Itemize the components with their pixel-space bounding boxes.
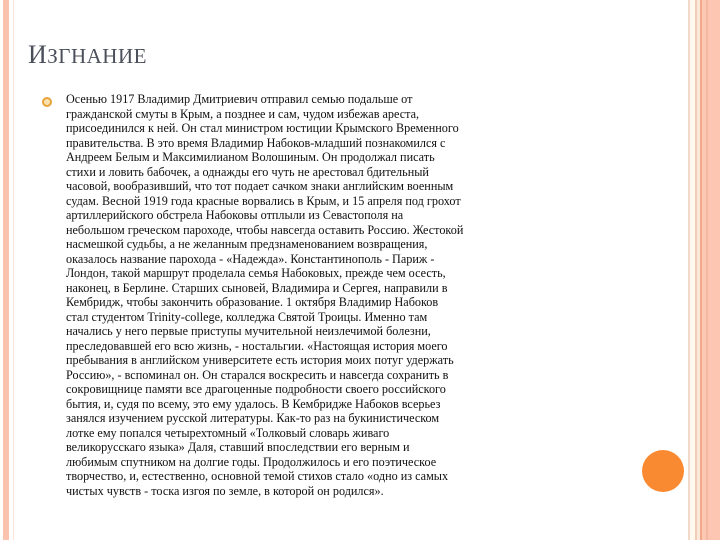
body-line: стихи и ловить бабочек, а однажды его чуть не арестовал бдительный [66, 164, 429, 179]
body-line: пребывания в английском университете есть история моих потуг удержать [66, 353, 454, 367]
body-line: присоединился к ней. Он стал министром юстиции Крымского Временного [66, 121, 459, 135]
title-rest: ЗГНАНИЕ [47, 44, 147, 68]
bullet-icon [42, 97, 52, 107]
body-line: чистых чувств - тоска изгоя по земле, в которой он родился». [66, 483, 384, 498]
body-line: любимым спутником на долгие годы. Продолжилось и его поэтическое [66, 454, 437, 469]
body-line: Лондон, такой маршрут проделала семья Набоковых, прежде чем осесть, [66, 266, 446, 280]
body-line: сокровищнице памяти все драгоценные подробности своего российского [66, 382, 446, 396]
body-line: творчество, и, естественно, основной темой стихов стало «одно из самых [66, 469, 449, 483]
title-initial: И [28, 40, 48, 69]
body-line: артиллерийского обстрела Набоковы отплыли из Севастополя на [66, 208, 404, 222]
left-border-stripe [3, 0, 9, 540]
right-border-stripes [688, 0, 720, 540]
body-line: лотке ему попался четырехтомный «Толковый словарь живаго [66, 425, 390, 440]
body-line: насмешкой судьбы, а не желанным предзнаменованием возвращения, [66, 237, 428, 251]
body-line: преследовавшей его всю жизнь, - ностальгии. «Настоящая история моего [66, 338, 448, 353]
body-line: занялся изучением русской литературы. Как-то раз на букинистическом [66, 411, 440, 425]
decorative-orange-circle [642, 450, 684, 492]
body-line: часовой, вообразивший, что тот подает сачком знаки английским военным [66, 179, 454, 193]
left-border-line [13, 0, 14, 540]
body-line: наконец, в Берлине. Старших сыновей, Владимира и Сергея, направили в [66, 280, 448, 295]
body-line: стал студентом Trinity-college, колледжа Святой Троицы. Именно там [66, 309, 428, 324]
slide-body-text [66, 92, 463, 498]
slide-title [28, 40, 147, 70]
body-line: Кембридж, чтобы закончить образование. 1 октября Владимир Набоков [66, 295, 439, 309]
body-line: правительства. В это время Владимир Набоков-младший познакомился с [66, 135, 446, 150]
body-line: Россию», - вспоминал он. Он старался воскресить и навсегда сохранить в [66, 367, 449, 382]
body-line: судам. Весной 1919 года красные ворвались в Крым, и 15 апреля под грохот [66, 193, 461, 208]
body-line: Андреем Белым и Максимилианом Волошиным. Он продолжал писать [66, 150, 435, 164]
body-line: гражданской смуты в Крым, а позднее и сам, чудом избежав ареста, [66, 106, 420, 121]
body-line: оказалось название парохода - «Надежда». Константинополь - Париж - [66, 251, 435, 266]
body-line: великорусскаго языка» Даля, ставший впоследствии его верным и [66, 440, 410, 454]
body-line: небольшом греческом пароходе, чтобы навсегда оставить Россию. Жестокой [66, 222, 464, 237]
body-line: Осенью 1917 Владимир Дмитриевич отправил семью подальше от [66, 92, 413, 106]
body-line: начались у него первые приступы мучительной неизлечимой болезни, [66, 324, 431, 338]
body-line: бытия, и, судя по всему, это ему удалось. В Кембридже Набоков всерьез [66, 396, 441, 411]
